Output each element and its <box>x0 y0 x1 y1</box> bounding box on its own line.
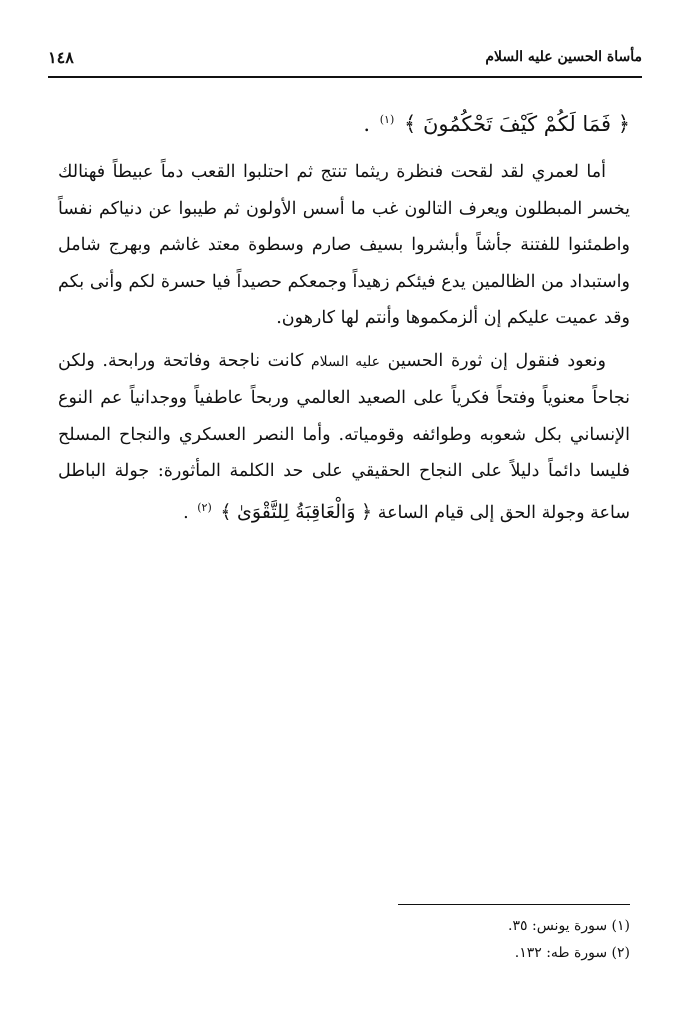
verse-close-bracket: ﴾ <box>403 112 417 136</box>
verse-text: فَمَا لَكُمْ كَيْفَ تَحْكُمُونَ <box>422 112 611 136</box>
quote-open-bracket: ﴿ <box>360 500 373 523</box>
quranic-verse <box>58 100 630 144</box>
main-text <box>58 100 630 531</box>
page-number: ١٤٨ <box>48 47 74 67</box>
footnote-rule <box>398 904 630 905</box>
paragraph-1: أما لعمري لقد لقحت فنظرة ريثما تنتج ثم احتلبوا القعب دماً عبيطاً فهنالك يخسر المبطلون ويعرف التالون غب ما أسس الأولون ثم طيبوا عن دنياكم نفساً واطمئنوا للفتنة جأشاً وأبشروا بسيف صارم وسطوة معتد غاشم وبهرج شامل واستبداد من الظالمين يدع فيئكم زهيداً وجمعكم حصيداً فيا حسرة لكم وأنى بكم وقد عميت عليكم إن ألزمكموها وأنتم لها كارهون. <box>58 162 630 328</box>
header-rule <box>48 76 642 78</box>
title-honorific: عليه السلام <box>485 49 553 65</box>
paragraph-2 <box>58 343 630 531</box>
book-title-text: مأساة الحسين <box>557 49 642 65</box>
running-header <box>48 44 642 70</box>
quote-close-bracket: ﴾ <box>220 500 232 523</box>
footnotes <box>330 913 630 967</box>
quranic-quote: وَالْعَاقِبَةُ لِلتَّقْوَىٰ <box>237 500 356 523</box>
book-title <box>485 49 642 65</box>
footnote-1: (١) سورة يونس: ٣٥. <box>508 918 630 934</box>
verse-open-bracket: ﴿ <box>617 112 630 136</box>
paragraph-2-start: ونعود فنقول إن ثورة الحسين <box>387 350 606 371</box>
name-honorific: عليه السلام <box>311 353 380 370</box>
paragraph-2-end: . <box>183 502 189 523</box>
verse-end: . <box>363 112 371 136</box>
footnote-ref-2: (٢) <box>197 500 212 514</box>
paragraph-2-body: كانت ناجحة وفاتحة ورابحة. ولكن نجاحاً معنوياً وفتحاً فكرياً على الصعيد العالمي وربحاً عاطفياً ووجدانياً عم النوع الإنساني بكل شعوبه وطوائفه وقومياته. وأما النصر العسكري والنجاح المسلح فليسا دائماً دليلاً على النجاح الحقيقي على حد الكلمة المأثورة: جولة الباطل ساعة وجولة الحق إلى قيام الساعة <box>58 350 630 523</box>
footnote-2: (٢) سورة طه: ١٣٢. <box>514 945 630 961</box>
footnote-ref-1: (١) <box>379 113 395 126</box>
